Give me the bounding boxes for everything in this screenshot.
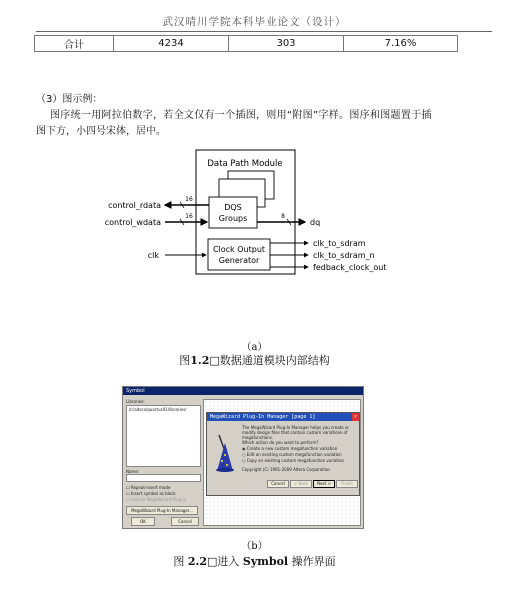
signal-label: control_rdata [108,201,161,210]
symbol-window-titlebar [123,387,363,395]
radio-label: Edit an existing custom megafunction variation [246,452,342,457]
dialog-intro: The MegaWizard Plug-In Manager helps you create or modify design files that contain custom variations of megafunctions. [242,425,350,440]
figure-caption [0,352,509,368]
caption-text: □数据通道模块内部结构 [209,354,330,367]
figure-caption [0,553,509,569]
symbol-window-screenshot [122,386,364,529]
bus-width-label: 16 [185,213,193,220]
radio-create-new[interactable]: ◉ Create a new custom megafunction variation [242,446,338,451]
dialog-title: MegaWizard Plug-In Manager [page 1] [210,414,316,420]
figure-sublabel: （b） [241,541,268,552]
clock-label: Generator [218,256,260,265]
caption-text: □进入 [207,555,243,568]
figure-sublabel: （a） [241,342,268,353]
clock-label: Clock Output [212,245,266,254]
tree-item[interactable]: d:/altera/quartus91/libraries/ [129,407,187,412]
data-path-diagram [95,148,405,278]
summary-value-cell: 4234 [114,36,229,52]
dqs-label: DQS [224,203,242,212]
radio-edit-existing[interactable]: ○ Edit an existing custom megafunction variation [242,452,342,457]
bus-width-label: 16 [185,196,193,203]
dialog-next-button[interactable]: Next > [313,480,335,488]
table-row [35,36,458,52]
summary-table [34,35,458,52]
checkbox-label: Launch MegaWizard Plug-In [130,497,187,502]
dialog-options [242,446,344,464]
dialog-button-row [267,480,357,488]
caption-number: 2.2 [187,555,208,568]
library-tree[interactable] [126,405,201,467]
summary-value-cell: 7.16% [344,36,458,52]
radio-label: Create a new custom megafunction variation [246,446,338,451]
paragraph-line: 图下方，小四号宋体，居中。 [36,126,166,137]
dialog-back-button[interactable]: < Back [290,480,312,488]
wizard-icon [213,433,237,473]
signal-label: dq [310,218,321,227]
name-input[interactable] [126,474,201,482]
checkbox-label: Repeat-insert mode [130,485,171,490]
ok-button[interactable]: OK [131,517,155,526]
caption-bold-text: Symbol [242,555,289,568]
dqs-label: Groups [218,214,248,223]
megawizard-dialog [206,412,360,496]
bus-width-label: 8 [281,213,285,220]
summary-value-cell: 303 [229,36,344,52]
checkbox-label: Insert symbol as block [130,491,176,496]
page-header: 武汉晴川学院本科毕业论文（设计） [162,16,347,28]
window-title: Symbol [126,388,145,394]
signal-label: control_wdata [104,218,161,227]
checkbox-insert-block[interactable]: ☐ Insert symbol as block [126,491,176,496]
libraries-label: Libraries: [126,399,145,404]
radio-copy-existing[interactable]: ○ Copy an existing custom megafunction variation [242,458,345,463]
caption-text: 操作界面 [288,555,336,568]
checkbox-launch-megawizard[interactable]: ☐ Launch MegaWizard Plug-In [126,497,187,502]
dialog-finish-button[interactable]: Finish [336,480,358,488]
close-icon[interactable]: × [353,414,357,420]
paragraph-line: 图序统一用阿拉伯数字，若全文仅有一个插图，则用“附图”字样。图序和图题置于插 [50,110,432,121]
cancel-button[interactable]: Cancel [171,517,199,526]
signal-label: fedback_clock_out [313,263,387,272]
options-checkboxes [126,485,186,503]
signal-label: clk_to_sdram_n [313,251,375,260]
megawizard-button[interactable]: MegaWizard Plug-In Manager... [126,506,198,515]
dialog-titlebar [207,413,359,421]
symbol-preview [203,399,361,526]
caption-prefix: 图 [173,555,188,568]
caption-number: 1.2 [190,354,210,367]
summary-label-cell: 合计 [35,36,114,52]
dialog-cancel-button[interactable]: Cancel [267,480,289,488]
signal-label: clk [147,251,159,260]
dialog-copyright: Copyright (C) 1991-2009 Altera Corporation [242,467,330,472]
name-label: Name: [126,469,140,474]
caption-prefix: 图 [179,354,191,367]
dqs-groups-block [209,197,257,228]
section-heading: （3）图示例： [36,94,103,105]
checkbox-repeat-insert[interactable]: ☐ Repeat-insert mode [126,485,171,490]
clock-output-generator-block [208,239,270,270]
header-rule [36,31,492,32]
dialog-question: Which action do you want to perform? [242,440,319,445]
module-title: Data Path Module [207,159,283,169]
radio-label: Copy an existing custom megafunction variation [246,458,345,463]
signal-label: clk_to_sdram [313,239,366,248]
